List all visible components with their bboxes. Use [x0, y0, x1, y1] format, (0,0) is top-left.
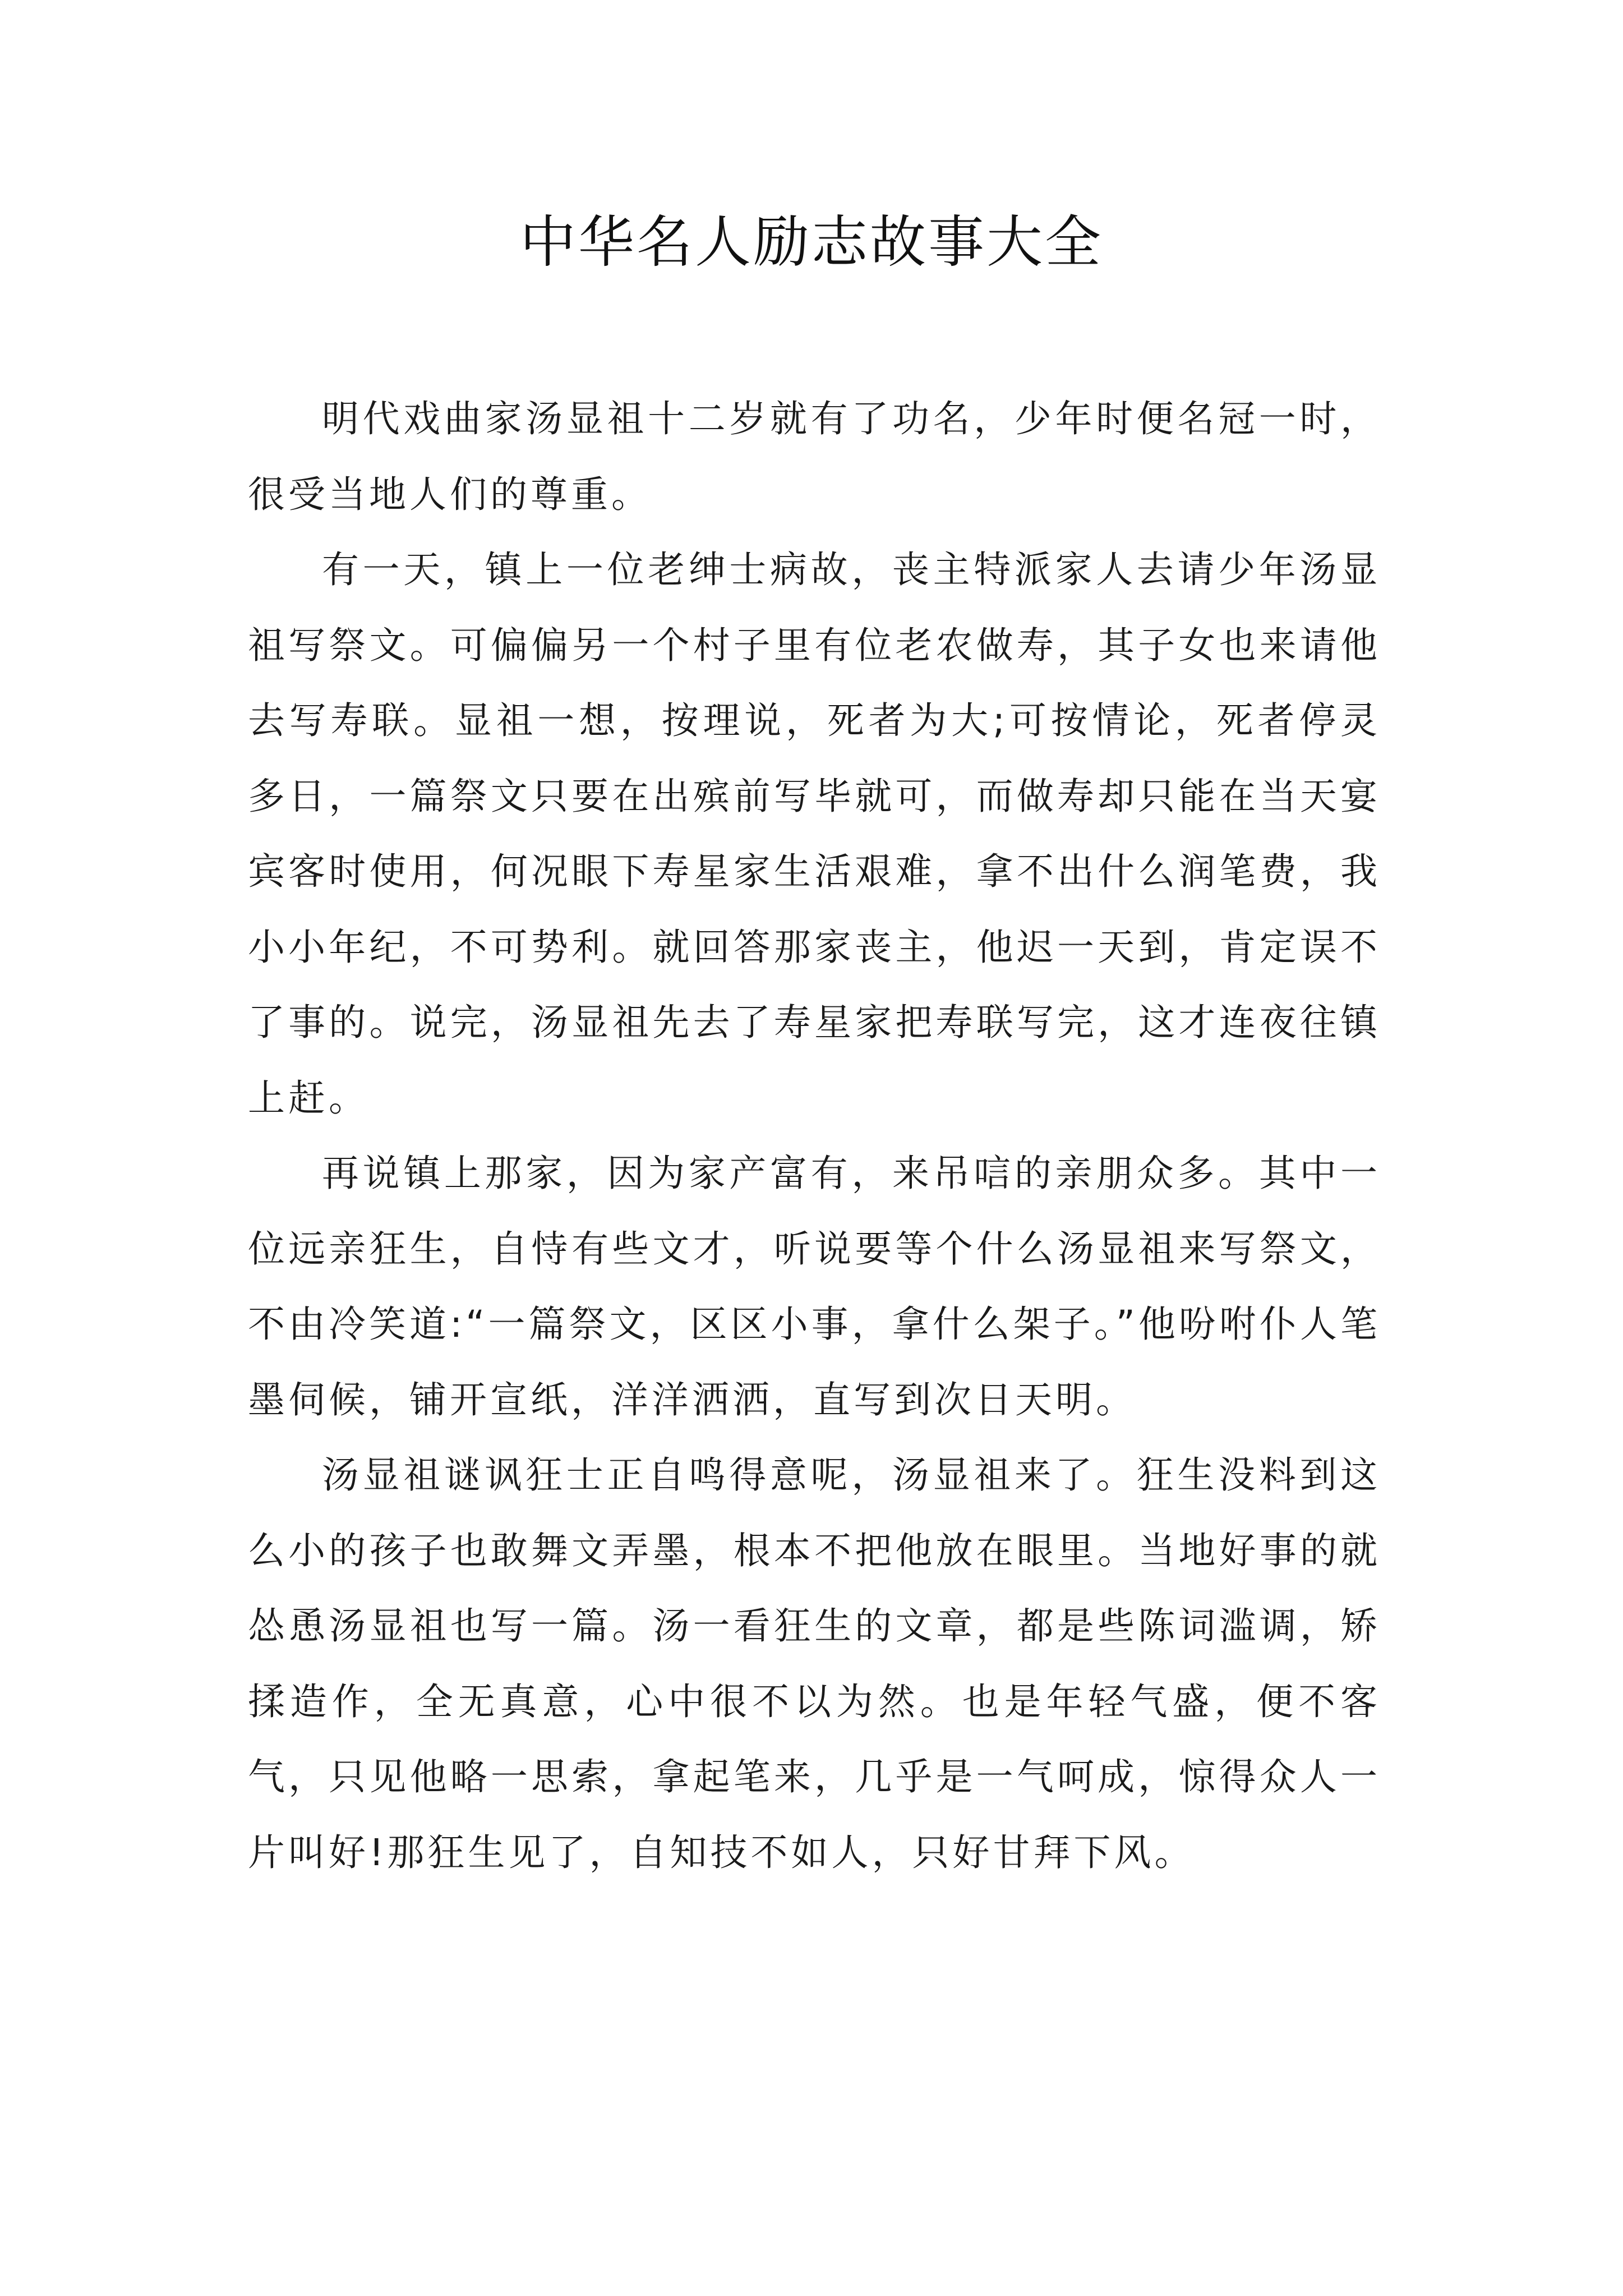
paragraph-4: 汤显祖谜讽狂士正自鸣得意呢，汤显祖来了。狂生没料到这么小的孩子也敢舞文弄墨，根本不把他放在眼里。当地好事的就怂恿汤显祖也写一篇。汤一看狂生的文章，都是些陈词滥调，矫揉造作，全无真意，心中很不以为然。也是年轻气盛，便不客气，只见他略一思索，拿起笔来，几乎是一气呵成，惊得众人一片叫好!那狂生见了，自知技不如人，只好甘拜下风。 — [248, 1453, 1381, 1874]
document-title: 中华名人励志故事大全 — [520, 209, 1103, 275]
paragraph-3: 再说镇上那家，因为家产富有，来吊唁的亲朋众多。其中一位远亲狂生，自恃有些文才，听说要等个什么汤显祖来写祭文，不由冷笑道:“一篇祭文，区区小事，拿什么架子。”他吩咐仆人笔墨伺候，铺开宣纸，洋洋洒洒，直写到次日天明。 — [248, 1152, 1381, 1421]
paragraph-2: 有一天，镇上一位老绅士病故，丧主特派家人去请少年汤显祖写祭文。可偏偏另一个村子里有位老农做寿，其子女也来请他去写寿联。显祖一想，按理说，死者为大;可按情论，死者停灵多日，一篇祭文只要在出殡前写毕就可，而做寿却只能在当天宴宾客时使用，何况眼下寿星家生活艰难，拿不出什么润笔费，我小小年纪，不可势利。就回答那家丧主，他迟一天到，肯定误不了事的。说完，汤显祖先去了寿星家把寿联写完，这才连夜往镇上赶。 — [248, 548, 1381, 1120]
document-body — [248, 381, 1381, 1890]
paragraph-1: 明代戏曲家汤显祖十二岁就有了功名，少年时便名冠一时，很受当地人们的尊重。 — [248, 397, 1381, 516]
